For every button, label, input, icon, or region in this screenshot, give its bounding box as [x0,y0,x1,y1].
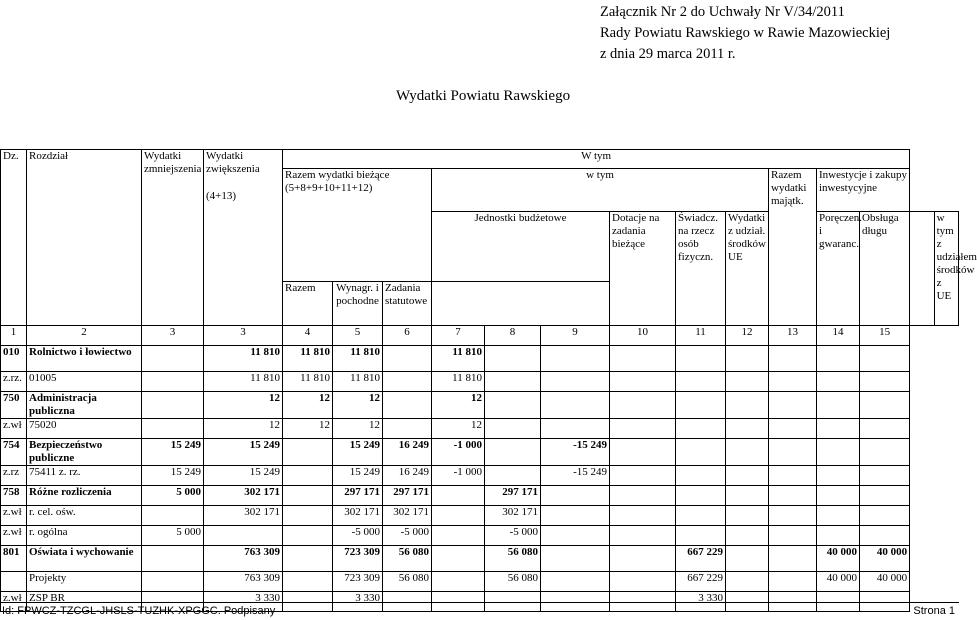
row-value [676,526,726,546]
row-value: 11 810 [204,372,283,392]
row-value [610,526,676,546]
row-code: 010 [1,346,27,372]
row-value: 297 171 [333,486,383,506]
row-value: 12 [432,419,485,439]
date-line: z dnia 29 marca 2011 r. [600,46,736,62]
row-value: 40 000 [817,572,860,592]
row-value [432,486,485,506]
row-value [860,526,910,546]
row-value: 3 330 [676,592,726,612]
column-number: 12 [726,326,769,346]
row-value [432,546,485,572]
row-value [610,466,676,486]
page-title: Wydatki Powiatu Rawskiego [396,88,571,104]
row-value: 763 309 [204,572,283,592]
row-value [383,346,432,372]
row-value: 16 249 [383,439,432,466]
column-number: 6 [383,326,432,346]
row-value [817,372,860,392]
w-tym-sub-header: w tym [432,169,769,212]
row-value [283,466,333,486]
column-number-row [1,326,959,346]
column-number: 1 [1,326,27,346]
wynagrodzenia-header: Wynagr. i pochodne [333,282,383,326]
row-value [142,372,204,392]
row-value: 3 330 [333,592,383,612]
row-value [726,466,769,486]
row-value [726,346,769,372]
zadania-statutowe-header: Zadania statutowe [383,282,432,326]
row-value: -1 000 [432,439,485,466]
column-number: 8 [485,326,541,346]
row-value: 302 171 [333,506,383,526]
table-row [1,486,959,506]
row-value [541,392,610,419]
column-number: 10 [610,326,676,346]
row-value [769,346,817,372]
row-value [541,526,610,546]
row-value: 16 249 [383,466,432,486]
row-value [610,419,676,439]
row-value: 11 810 [204,346,283,372]
row-value [817,466,860,486]
row-code: z.rz [1,466,27,486]
row-value: 11 810 [283,372,333,392]
swiadczenia-header: Świadcz. na rzecz osób fizyczn. [676,212,726,326]
row-value [142,392,204,419]
row-code: 758 [1,486,27,506]
row-value: 297 171 [383,486,432,506]
row-value [283,572,333,592]
row-value [142,506,204,526]
row-value: 12 [432,392,485,419]
row-value [541,372,610,392]
razem-header: Razem [283,282,333,326]
row-value [383,392,432,419]
row-value [817,506,860,526]
row-value: 15 249 [333,439,383,466]
row-value [676,439,726,466]
table-row [1,392,959,419]
row-value: 56 080 [383,572,432,592]
row-value: 667 229 [676,546,726,572]
row-value [726,439,769,466]
inwestycje-ue-header: w tym z udziałem środków z UE [934,212,958,326]
row-label: Bezpieczeństwo publiczne [27,439,142,466]
table-row [1,346,959,372]
row-value: 15 249 [142,439,204,466]
row-code: z.wł [1,592,27,612]
dotacje-header: Dotacje na zadania bieżące [610,212,676,326]
row-value [817,439,860,466]
row-value [726,506,769,526]
row-value: -1 000 [432,466,485,486]
row-value [817,419,860,439]
zwiekszenia-label: Wydatki zwiększenia [206,150,260,175]
column-number: 7 [432,326,485,346]
row-value [769,526,817,546]
row-value: 12 [204,392,283,419]
row-value [817,346,860,372]
row-value: 667 229 [676,572,726,592]
row-value [726,526,769,546]
col-zmniejszenia-header: Wydatki zmniejszenia [142,150,204,326]
row-code [1,572,27,592]
row-value: 56 080 [485,572,541,592]
row-code: z.rz. [1,372,27,392]
udzial-ue-header: Wydatki z udział. środków UE [726,212,769,326]
row-value [485,466,541,486]
row-value [283,506,333,526]
row-value: 11 810 [333,346,383,372]
row-value [142,419,204,439]
row-value: 302 171 [383,506,432,526]
row-value [769,372,817,392]
row-value [541,486,610,506]
row-value [769,486,817,506]
attachment-line: Załącznik Nr 2 do Uchwały Nr V/34/2011 [600,4,845,20]
row-label: Administracja publiczna [27,392,142,419]
razem-biezace-label: Razem wydatki bieżące [285,169,390,181]
row-value: 302 171 [204,486,283,506]
row-value [726,392,769,419]
row-value: 3 330 [204,592,283,612]
row-value [541,346,610,372]
footer [0,602,959,620]
row-label: Oświata i wychowanie [27,546,142,572]
row-value [676,372,726,392]
row-label: Rolnictwo i łowiectwo [27,346,142,372]
col-dz-header: Dz. [1,150,27,326]
table-row [1,506,959,526]
row-code: z.wł [1,526,27,546]
column-number: 5 [333,326,383,346]
table-row [1,372,959,392]
column-number: 11 [676,326,726,346]
row-value [769,392,817,419]
row-value: 11 810 [432,372,485,392]
row-label: Projekty [27,572,142,592]
row-value [817,526,860,546]
row-value [541,419,610,439]
table-row [1,546,959,572]
row-value: 297 171 [485,486,541,506]
row-label: 01005 [27,372,142,392]
row-value [769,466,817,486]
row-value: 15 249 [142,466,204,486]
row-value: -5 000 [333,526,383,546]
row-value [676,486,726,506]
row-value: 40 000 [860,572,910,592]
row-code: z.wł [1,419,27,439]
column-number: 13 [769,326,817,346]
poreczenia-header: Poręczen. i gwaranc. [817,212,860,326]
row-value [610,546,676,572]
row-value [610,346,676,372]
row-value [676,392,726,419]
row-value: 723 309 [333,572,383,592]
row-value: -5 000 [383,526,432,546]
row-value [142,546,204,572]
column-number: 3 [142,326,204,346]
row-label: 75411 z. rz. [27,466,142,486]
row-value [817,486,860,506]
row-code: 801 [1,546,27,572]
row-value [860,466,910,486]
row-value [142,572,204,592]
row-value: 11 810 [333,372,383,392]
row-value [676,346,726,372]
row-value [541,546,610,572]
row-value: 12 [283,392,333,419]
row-value: 12 [283,419,333,439]
row-value: 302 171 [204,506,283,526]
row-value [432,526,485,546]
row-code: 754 [1,439,27,466]
row-value [817,392,860,419]
row-value [283,439,333,466]
table-row [1,526,959,546]
row-value [541,506,610,526]
row-value [610,372,676,392]
inwestycje-header: Inwestycje i zakupy inwestycyjne [817,169,910,212]
row-value [726,572,769,592]
row-value [769,572,817,592]
column-number: 14 [817,326,860,346]
row-value: 56 080 [485,546,541,572]
row-value [769,439,817,466]
row-label: 75020 [27,419,142,439]
row-value [769,546,817,572]
column-number: 2 [27,326,142,346]
razem-biezace-formula: (5+8+9+10+11+12) [285,182,373,194]
row-value [204,526,283,546]
row-value [485,392,541,419]
table-row [1,572,959,592]
row-value: 763 309 [204,546,283,572]
row-value [769,419,817,439]
row-value: 15 249 [204,439,283,466]
row-value: 302 171 [485,506,541,526]
row-value [485,419,541,439]
row-value: -15 249 [541,466,610,486]
row-value: 11 810 [432,346,485,372]
row-value [610,572,676,592]
zwiekszenia-formula: (4+13) [206,190,237,202]
row-value [485,346,541,372]
row-value: 15 249 [333,466,383,486]
table-row [1,439,959,466]
column-number: 4 [283,326,333,346]
row-value [860,419,910,439]
row-label: r. cel. ośw. [27,506,142,526]
row-value [142,346,204,372]
row-label: r. ogólna [27,526,142,546]
row-value [485,372,541,392]
row-value: 12 [204,419,283,439]
row-value: -15 249 [541,439,610,466]
row-value: 15 249 [204,466,283,486]
row-value [610,486,676,506]
row-value [432,506,485,526]
council-line: Rady Powiatu Rawskiego w Rawie Mazowieckiej [600,25,891,41]
row-value [610,392,676,419]
row-value [860,486,910,506]
col-zwiekszenia-header [204,150,283,326]
col-rozdzial-header: Rozdział [27,150,142,326]
document-id: Id: FPWCZ-TZCGL-JHSLS-TUZHK-XPGGC. Podpisany [2,605,276,617]
row-value [726,546,769,572]
row-value: 5 000 [142,526,204,546]
row-value [769,506,817,526]
column-number: 15 [860,326,910,346]
row-value: 40 000 [817,546,860,572]
row-value: 12 [333,419,383,439]
row-code: 750 [1,392,27,419]
expenses-table [0,149,977,612]
column-number: 9 [541,326,610,346]
row-value [283,486,333,506]
table-row [1,466,959,486]
razem-majatkowe-header: Razem wydatki majątk. [769,169,817,326]
row-value [432,572,485,592]
row-value [860,506,910,526]
row-value: 56 080 [383,546,432,572]
row-value: 5 000 [142,486,204,506]
page-number: Strona 1 [913,605,955,617]
row-value [676,419,726,439]
row-value [676,466,726,486]
row-value [726,372,769,392]
row-value: -5 000 [485,526,541,546]
row-value: 723 309 [333,546,383,572]
row-value: 40 000 [860,546,910,572]
row-value [485,439,541,466]
row-value [860,346,910,372]
row-value [726,486,769,506]
table-row [1,419,959,439]
row-value [860,439,910,466]
row-code: z.wł [1,506,27,526]
row-value [860,392,910,419]
row-label: ZSP BR [27,592,142,612]
column-number: 3 [204,326,283,346]
row-value [383,419,432,439]
jednostki-header: Jednostki budżetowe [432,212,610,282]
obsluga-dlugu-header: Obsługa długu [860,212,910,326]
row-value [860,372,910,392]
row-value [676,506,726,526]
row-value [541,572,610,592]
razem-biezace-header [283,169,432,282]
row-value [383,372,432,392]
row-value: 12 [333,392,383,419]
row-value [283,526,333,546]
row-value [610,506,676,526]
w-tym-header: W tym [283,150,910,169]
row-label: Różne rozliczenia [27,486,142,506]
row-value [283,546,333,572]
row-value [610,439,676,466]
row-value [726,419,769,439]
row-value: 11 810 [283,346,333,372]
